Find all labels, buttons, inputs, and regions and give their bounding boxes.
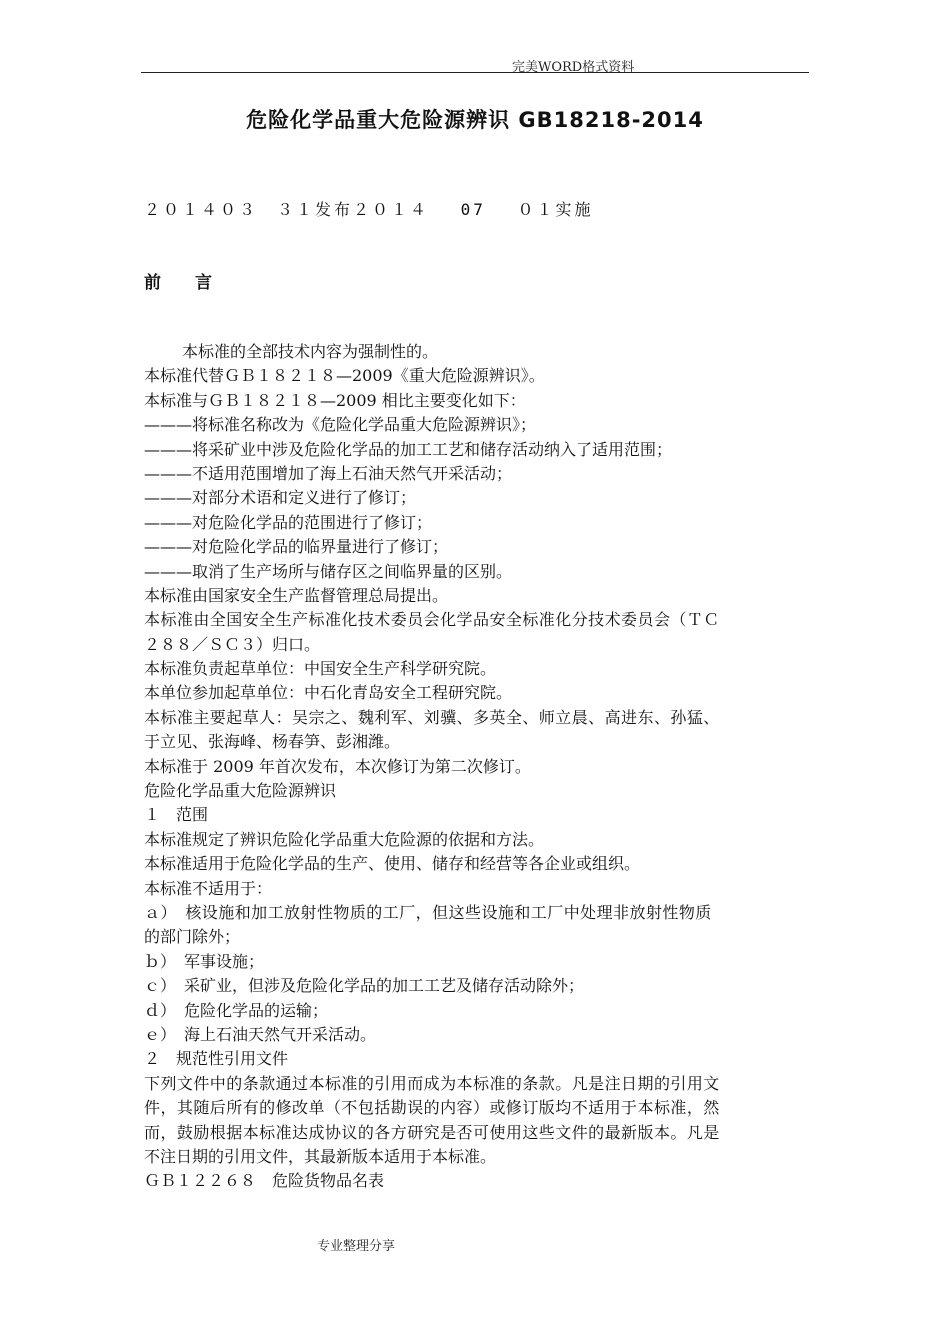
section-heading: １ 范围 [144, 805, 209, 825]
body-line: 本标准于 2009 年首次发布，本次修订为第二次修订。 [144, 756, 531, 776]
section-heading: ２ 规范性引用文件 [144, 1049, 289, 1069]
body-line: 件，其随后所有的修改单（不包括勘误的内容）或修订版均不适用于本标准，然 [144, 1098, 720, 1118]
body-line: 本标准规定了辨识危险化学品重大危险源的依据和方法。 [144, 829, 545, 849]
body-line: ———将标准名称改为《危险化学品重大危险源辨识》； [144, 415, 537, 435]
body-line: ———对危险化学品的范围进行了修订； [144, 512, 433, 532]
body-line: 本单位参加起草单位：中石化青岛安全工程研究院。 [144, 683, 513, 703]
page-header: 完美WORD格式资料 [512, 60, 635, 75]
body-line: ———不适用范围增加了海上石油天然气开采活动； [144, 463, 513, 483]
body-line: 而，鼓励根据本标准达成协议的各方研究是否可使用这些文件的最新版本。凡是 [144, 1122, 720, 1142]
foreword-heading: 前 言 [144, 273, 212, 293]
body-line: ———对部分术语和定义进行了修订； [144, 488, 417, 508]
body-line: 本标准不适用于： [144, 878, 273, 898]
body-line: 不注日期的引用文件，其最新版本适用于本标准。 [144, 1146, 497, 1166]
publish-dates: ２０１４０３ ３１发布２０１４ 07 ０１实施 [144, 200, 594, 219]
list-item: ｃ） 采矿业，但涉及危险化学品的加工工艺及储存活动除外； [144, 976, 585, 996]
body-line: 本标准代替ＧＢ１８２１８—2009《重大危险源辨识》。 [144, 366, 545, 386]
body-line: 下列文件中的条款通过本标准的引用而成为本标准的条款。凡是注日期的引用文 [144, 1073, 720, 1093]
document-body [144, 340, 812, 1194]
body-line: 于立见、张海峰、杨春笋、彭湘潍。 [144, 732, 401, 752]
list-item: 的部门除外； [144, 927, 241, 947]
body-line: 本标准适用于危险化学品的生产、使用、储存和经营等各企业或组织。 [144, 854, 641, 874]
page-footer: 专业整理分享 [317, 1239, 396, 1254]
body-line: 本标准负责起草单位：中国安全生产科学研究院。 [144, 659, 497, 679]
header-divider [141, 72, 809, 73]
body-line: ———取消了生产场所与储存区之间临界量的区别。 [144, 561, 513, 581]
body-line: ———将采矿业中涉及危险化学品的加工工艺和储存活动纳入了适用范围； [144, 439, 673, 459]
body-line: 本标准由国家安全生产监督管理总局提出。 [144, 585, 449, 605]
body-line: 本标准主要起草人：吴宗之、魏利军、刘骥、多英全、师立晨、高进东、孙猛、 [144, 707, 720, 727]
body-line: ———对危险化学品的临界量进行了修订； [144, 537, 449, 557]
body-line: 本标准与ＧＢ１８２１８—2009 相比主要变化如下： [144, 390, 526, 410]
body-line: 本标准的全部技术内容为强制性的。 [182, 342, 439, 361]
reference-item: ＧＢ１２２６８ 危险货物品名表 [144, 1171, 385, 1191]
body-line: 本标准由全国安全生产标准化技术委员会化学品安全标准化分技术委员会（ＴＣ [144, 610, 720, 630]
document-title: 危险化学品重大危险源辨识 GB18218-2014 [246, 108, 704, 132]
section-heading: 危险化学品重大危险源辨识 [144, 781, 337, 801]
list-item: ｄ） 危险化学品的运输； [144, 1000, 329, 1020]
list-item: ｂ） 军事设施； [144, 951, 265, 971]
body-line: ２８８／ＳＣ３）归口。 [144, 634, 321, 654]
list-item: ｅ） 海上石油天然气开采活动。 [144, 1024, 377, 1044]
list-item: ａ） 核设施和加工放射性物质的工厂，但这些设施和工厂中处理非放射性物质 [144, 902, 712, 922]
